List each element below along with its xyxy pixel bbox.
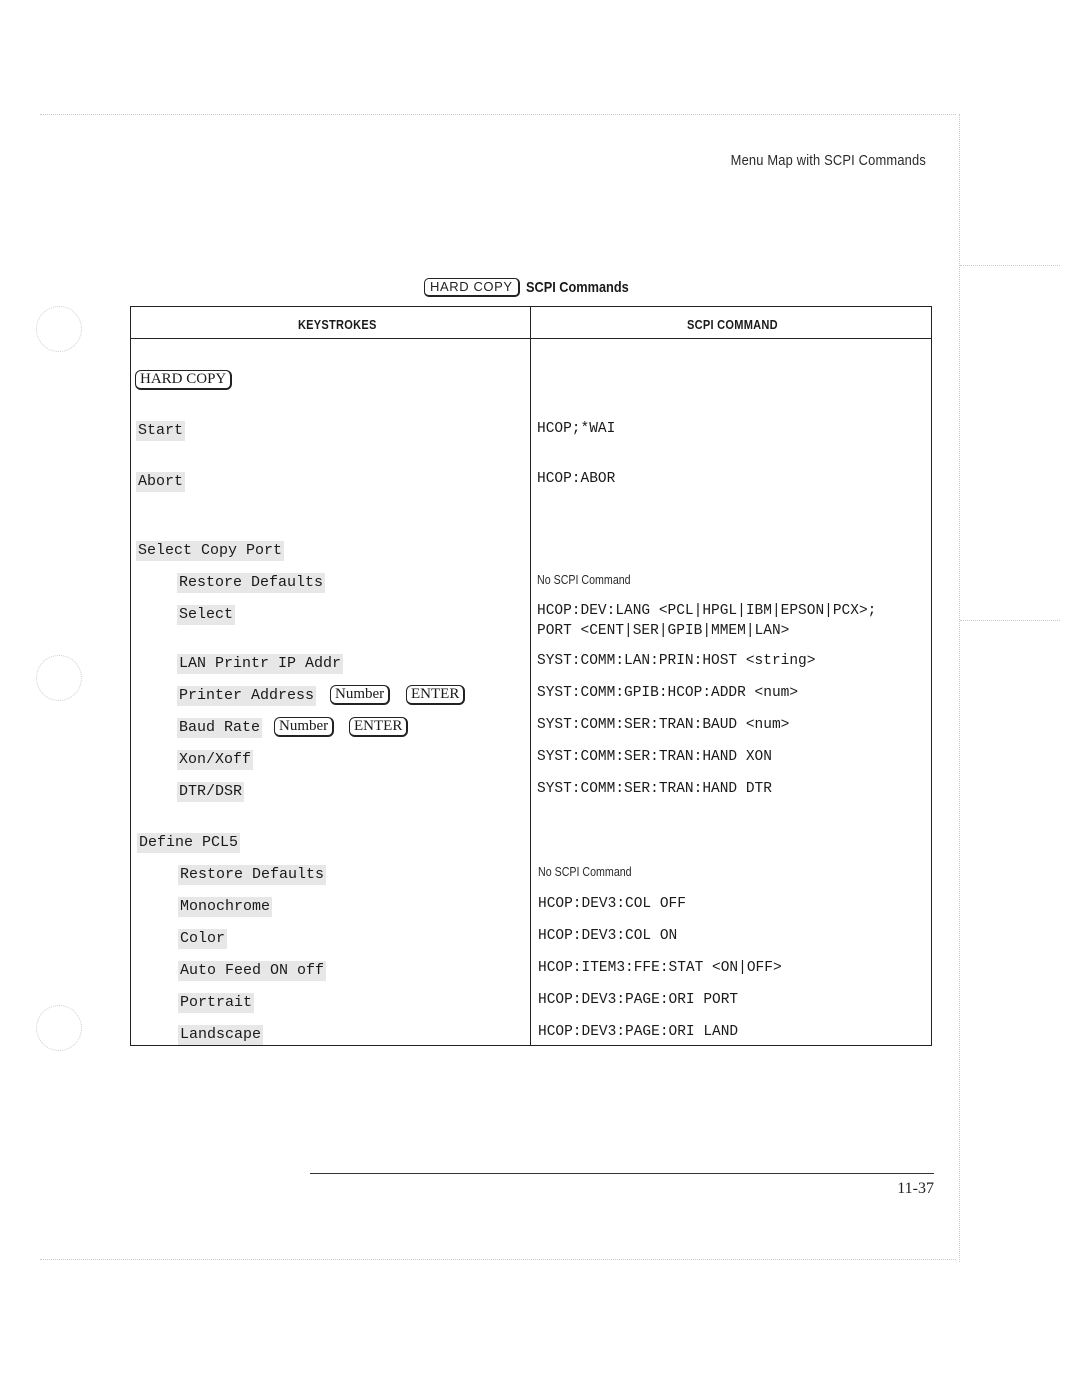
scpi-abort: HCOP:ABOR <box>537 471 616 487</box>
scpi-restore-defaults: No SCPI Command <box>537 572 631 587</box>
scpi-select-port: PORT <CENT|SER|GPIB|MMEM|LAN> <box>537 623 790 639</box>
scpi-dtr-dsr: SYST:COMM:SER:TRAN:HAND DTR <box>537 781 772 797</box>
softkey-select-copy-port: Select Copy Port <box>138 542 283 559</box>
softkey-xon-xoff: Xon/Xoff <box>179 751 252 768</box>
hard-copy-key: HARD COPY <box>424 278 520 297</box>
page-edge-line <box>40 114 956 115</box>
footer-rule <box>310 1173 934 1174</box>
scpi-auto-feed: HCOP:ITEM3:FFE:STAT <ON|OFF> <box>538 960 782 976</box>
softkey-baud-rate: Baud Rate <box>179 719 261 736</box>
softkey-dtr-dsr: DTR/DSR <box>179 783 243 800</box>
enter-key: ENTER <box>349 717 408 737</box>
scpi-start: HCOP;*WAI <box>537 421 616 437</box>
softkey-auto-feed: Auto Feed ON off <box>180 962 325 979</box>
page-edge-line <box>40 1259 956 1260</box>
softkey-define-pcl5: Define PCL5 <box>139 834 239 851</box>
page-number: 11-37 <box>897 1180 934 1197</box>
header-scpi-command: SCPI COMMAND <box>687 317 778 332</box>
punch-hole <box>36 655 82 701</box>
softkey-landscape: Landscape <box>180 1026 262 1043</box>
tab-edge-line <box>960 620 1060 621</box>
punch-hole <box>36 1005 82 1051</box>
softkey-abort: Abort <box>138 473 184 490</box>
softkey-printer-address: Printer Address <box>179 687 315 704</box>
scpi-select-lang: HCOP:DEV:LANG <PCL|HPGL|IBM|EPSON|PCX>; <box>537 603 877 619</box>
scpi-printer-address: SYST:COMM:GPIB:HCOP:ADDR <num> <box>537 685 799 701</box>
tab-edge-line <box>960 265 1060 266</box>
softkey-restore-defaults: Restore Defaults <box>179 574 324 591</box>
number-key: Number <box>274 717 334 737</box>
header-keystrokes: KEYSTROKES <box>297 317 377 332</box>
caption-title: SCPI Commands <box>525 278 629 296</box>
softkey-color: Color <box>180 930 226 947</box>
softkey-lan-printr-ip-addr: LAN Printr IP Addr <box>179 655 342 672</box>
scpi-landscape: HCOP:DEV3:PAGE:ORI LAND <box>538 1024 739 1040</box>
scpi-baud-rate: SYST:COMM:SER:TRAN:BAUD <num> <box>537 717 790 733</box>
scpi-portrait: HCOP:DEV3:PAGE:ORI PORT <box>538 992 739 1008</box>
page-edge-line <box>959 114 960 1262</box>
table-caption <box>424 276 647 298</box>
scpi-color: HCOP:DEV3:COL ON <box>538 928 678 944</box>
scpi-monochrome: HCOP:DEV3:COL OFF <box>538 896 686 912</box>
softkey-select: Select <box>179 606 234 623</box>
hard-copy-key: HARD COPY <box>135 370 232 390</box>
scpi-restore-defaults: No SCPI Command <box>538 864 632 879</box>
header-divider <box>131 338 931 339</box>
column-divider <box>530 307 531 1045</box>
running-head: Menu Map with SCPI Commands <box>730 152 926 169</box>
number-key: Number <box>330 685 390 705</box>
scpi-command-table <box>130 306 932 1046</box>
softkey-portrait: Portrait <box>180 994 253 1011</box>
scpi-xon-xoff: SYST:COMM:SER:TRAN:HAND XON <box>537 749 772 765</box>
scpi-lan-printr-ip-addr: SYST:COMM:LAN:PRIN:HOST <string> <box>537 653 816 669</box>
enter-key: ENTER <box>406 685 465 705</box>
punch-hole <box>36 306 82 352</box>
softkey-start: Start <box>138 422 184 439</box>
softkey-monochrome: Monochrome <box>180 898 271 915</box>
softkey-restore-defaults: Restore Defaults <box>180 866 325 883</box>
